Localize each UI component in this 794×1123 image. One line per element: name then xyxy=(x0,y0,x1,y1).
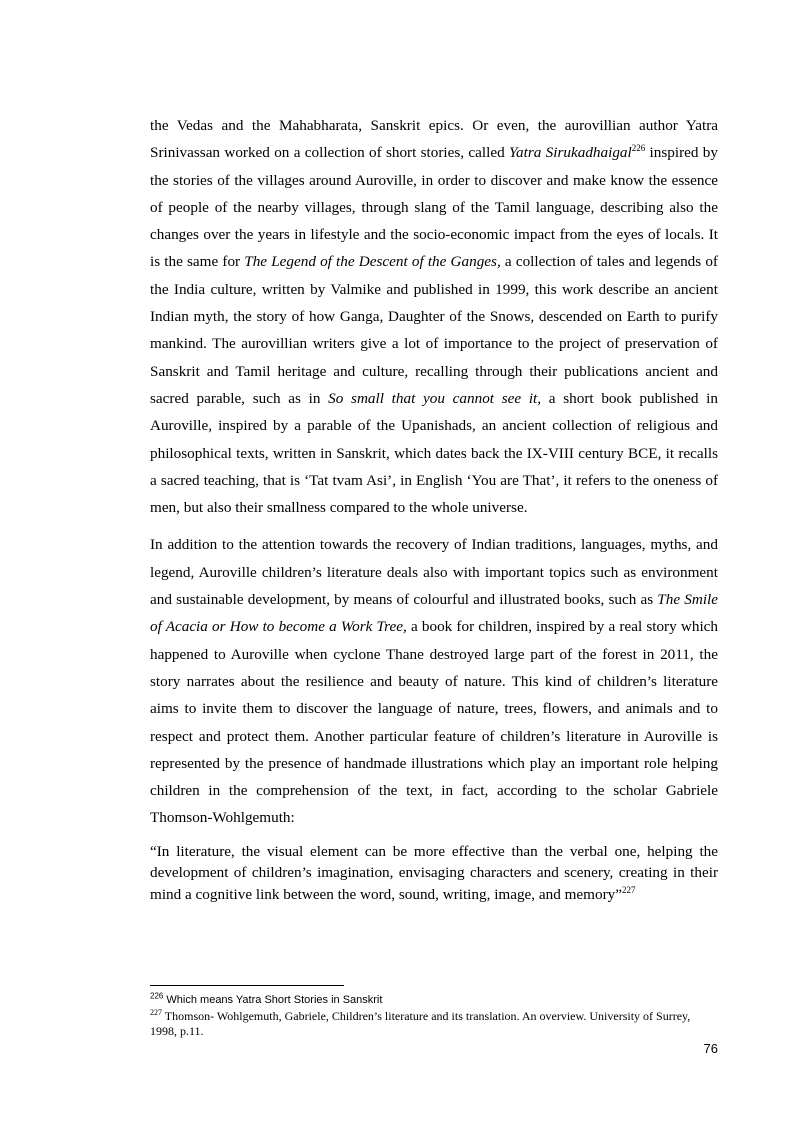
quote-text: “In literature, the visual element can be more effective than the verbal one, helping the development of children’s imagination, envisaging characters and scenery, creating in their mind a cognitive link between the word, sound, writing, image, and memory” xyxy=(150,842,718,903)
book-title-yatra-sirukadhaigal: Yatra Sirukadhaigal xyxy=(508,144,632,162)
document-body xyxy=(150,112,718,905)
footnote-number: 227 xyxy=(150,1007,162,1017)
book-title-smile-of-acacia: The Smile of Acacia or How to become a Work Tree, xyxy=(150,591,718,636)
footnote-227 xyxy=(150,1009,718,1040)
footnote-text: Thomson- Wohlgemuth, Gabriele, Children’s literature and its translation. An overview. University of Surrey, 1998, p.11. xyxy=(150,1008,691,1038)
footnote-ref-227[interactable]: 227 xyxy=(621,884,636,895)
body-paragraph-1 xyxy=(150,112,718,521)
paragraph-1-text-a: the Vedas and the Mahabharata, Sanskrit epics. Or even, the aurovillian author Yatra Srinivassan worked on a collection of short stories, called xyxy=(150,117,718,162)
book-title-legend-of-ganges: The Legend of the Descent of the Ganges, xyxy=(244,253,501,271)
paragraph-1-text-d: a short book published in Auroville, inspired by a parable of the Upanishads, an ancient collection of religious and philosophical texts, written in Sanskrit, which dates back the IX-VIII century BCE, it recalls a sacred teaching, that is ‘Tat tvam Asi’, in English ‘You are That’, it refers to the oneness of men, but also their smallness compared to the whole universe. xyxy=(150,389,718,517)
footnotes xyxy=(150,993,718,1040)
footnote-226 xyxy=(150,993,718,1009)
book-title-so-small: So small that you cannot see it, xyxy=(328,389,542,407)
paragraph-1-text-c: a collection of tales and legends of the India culture, written by Valmike and published in 1999, this work describe an ancient Indian myth, the story of how Ganga, Daughter of the Snows, descended on Earth to purify mankind. The aurovillian writers give a lot of importance to the project of preservation of Sanskrit and Tamil heritage and culture, recalling through their publications ancient and sacred parable, such as in xyxy=(150,253,718,407)
footnote-ref-226[interactable]: 226 xyxy=(631,143,646,154)
paragraph-2-text-b: a book for children, inspired by a real story which happened to Auroville when cyclone Thane destroyed large part of the forest in 2011, the story narrates about the resilience and beauty of nature. This kind of children’s literature aims to invite them to discover the language of nature, trees, flowers, and animals and to respect and protect them. Another particular feature of children’s literature in Auroville is represented by the presence of handmade illustrations which play an important role helping children in the comprehension of the text, in fact, according to the scholar Gabriele Thomson-Wohlgemuth: xyxy=(150,618,718,827)
block-quote xyxy=(150,841,718,906)
footnote-number: 226 xyxy=(150,991,164,1001)
paragraph-2-text-a: In addition to the attention towards the recovery of Indian traditions, languages, myths, and legend, Auroville children’s literature deals also with important topics such as environment and sustainable development, by means of colourful and illustrated books, such as xyxy=(150,536,718,609)
body-paragraph-2 xyxy=(150,531,718,831)
footnote-text: Which means Yatra Short Stories in Sanskrit xyxy=(163,994,383,1006)
footnote-separator xyxy=(150,985,344,986)
paragraph-1-text-b: inspired by the stories of the villages around Auroville, in order to discover and make know the essence of people of the nearby villages, through slang of the Tamil language, describing also the changes over the years in lifestyle and the socio-economic impact from the eyes of locals. It is the same for xyxy=(150,144,718,271)
page-number: 76 xyxy=(703,1041,718,1056)
